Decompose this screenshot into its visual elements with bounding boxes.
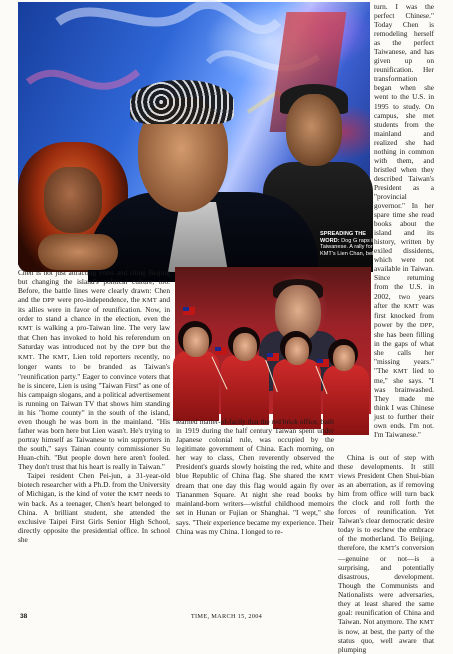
caption-text: Dog G raps in Taiwanese. A rally for the KMT's Lien Chan, below xyxy=(320,237,382,257)
article-column-3-lower xyxy=(338,453,434,654)
paragraph: Taipei resident Chen Pei-jun, a 31-year-old biotech researcher with a Ph.D. from the University of Michigan, is the kind of voter the KMT needs to win back. As a teenager, Chen's heart belonged to China. A brilliant student, she attended the exclusive Taipei First Girls Senior High School, directly opposite the presidential office. In school she xyxy=(18,471,171,545)
bandana xyxy=(130,80,234,124)
magazine-issue-line: TIME, MARCH 15, 2004 xyxy=(190,613,263,620)
photo-rapper xyxy=(18,2,382,265)
article-column-3 xyxy=(374,2,434,439)
article-column-1 xyxy=(18,268,170,544)
paragraph: Chen is not just attracting votes and riling Beijing but changing the island's political culture, too. Before, the battle lines were clearly drawn: Chen and the DPP were pro-independence, the KMT and its allies were in favor of reunification. Now, in order to stand a chance in the election, even the KMT is walking a pro-Taiwan line. The very law that Chen has invoked to hold his referendum on Saturday was introduced not by the DPP but the KMT. The KMT, Lien told reporters recently, no longer wants to be branded as Taiwan's "reunification party." Eager to convince voters that he is sincere, Lien is using "Taiwan First" as one of his campaign slogans, and a political advertisement is running on Taiwan TV that shows him standing in his "home county" in the south of the island, even though he was born in the mainland. "His father was born here but Lien wasn't. He's trying to portray himself as Taiwanese to win supporters in the south," says Tainan county commissioner Su Huan-chih. "But people down here aren't fooled. They don't trust that his heart is really in Taiwan." xyxy=(18,268,170,471)
paragraph: turn. I was the perfect Chinese." Today Chen is remodeling herself as the perfect Taiwanese, and has given up on reunification. Her transformation began when she went to the U.S. in 1995 to study. On campus, she met students from the mainland and realized she had nothing in common with them, and bristled when they described Taiwan's President as a "provincial governor." In her spare time she read books about the island and its history, written by exiled dissidents, which were not available in Taiwan. Since returning from the U.S. in 2002, two years after the KMT was first knocked from power by the DPP, she has been filling in the gaps of what she calls her "missing years." "The KMT lied to me," she says. "I was brainwashed. They made me think I was Chinese just to further their own ends. I'm not. I'm Taiwanese." xyxy=(374,2,434,440)
hand xyxy=(38,234,118,270)
paragraph: learned matter-of-factly that the red brick office, built in 1919 during the half century Taiwan spent under Japanese colonial rule, was occupied by the legitimate government of China. Each morning, on her way to class, Chen reverently observed the President's guards slowly hoisting the red, white and blue Republic of China flag. She shared the KMT dream that one day this flag would again fly over Tiananmen Square. At night she read books by mainland-born writers—wistful childhood memoirs set in Hunan or Fujian or Shanghai. "I wept," she says. "Their experience became my experience. Their China was my China. I longed to re- xyxy=(176,417,334,536)
article-column-2 xyxy=(176,417,334,536)
caption-lead: SPREADING THE WORD: xyxy=(320,231,366,244)
page-number: 38 xyxy=(20,613,28,620)
paragraph: China is out of step with these developments. It still views President Chen Shui-bian as an aberration, as if removing him from office will turn back the clock and roll forth the forces of reunification. Yet Taiwan's clear democratic desire today is to eschew the embrace of the motherland. To Beijing, therefore, the KMT's conversion—genuine or not—is a surprising, and potentially disastrous, development. Though the Communists and Nationalists were adversaries, they at least shared the same goal: reunification of China and Taiwan. Not anymore. The KMT is now, at best, the party of the status quo, well aware that plumping xyxy=(338,453,434,654)
photo-rally xyxy=(175,267,371,414)
flag xyxy=(267,353,279,361)
flag xyxy=(183,307,195,315)
flag xyxy=(215,347,227,355)
flag xyxy=(317,359,329,367)
